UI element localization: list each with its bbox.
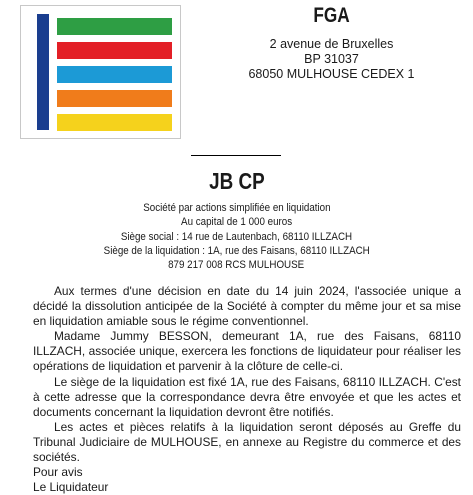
notice-paragraph: Le siège de la liquidation est fixé 1A, rue des Faisans, 68110 ILLZACH. C'est à cette adresse que la correspondance devra être envoyée et que les actes et documents concernant la liquidation devront être notifiés. <box>33 374 461 419</box>
company-header <box>190 4 473 82</box>
meta-liquidation-office: Siège de la liquidation : 1A, rue des Faisans, 68110 ILLZACH <box>103 244 370 257</box>
section-divider <box>191 155 281 156</box>
notice-meta-line <box>0 215 473 229</box>
company-logo <box>20 5 181 139</box>
notice-title <box>0 168 473 194</box>
logo-bar-orange <box>57 90 172 107</box>
notice-title-text: JB CP <box>208 168 265 194</box>
notice-paragraph: Madame Jummy BESSON, demeurant 1A, rue des Faisans, 68110 ILLZACH, associée unique, exercera les fonctions de liquidateur pour réaliser les opérations de liquidation et parvenir à la clôture de celle-ci. <box>33 329 461 374</box>
logo-bar-cyan <box>57 66 172 83</box>
notice-body <box>33 284 461 495</box>
closing-line: Pour avis <box>33 465 83 480</box>
company-address-line: 68050 MULHOUSE CEDEX 1 <box>248 67 415 81</box>
notice-paragraph: Les actes et pièces relatifs à la liquidation seront déposés au Greffe du Tribunal Judiciaire de MULHOUSE, en annexe au Registre du commerce et des sociétés. <box>33 419 461 465</box>
meta-capital: Au capital de 1 000 euros <box>180 216 293 229</box>
company-address-line: 2 avenue de Bruxelles <box>269 37 394 51</box>
company-address <box>190 37 473 82</box>
meta-rcs-number: 879 217 008 RCS MULHOUSE <box>168 259 305 272</box>
notice-meta-line <box>0 201 473 215</box>
meta-registered-office: Siège social : 14 rue de Lautenbach, 68110 ILLZACH <box>120 230 353 243</box>
closing-signature: Le Liquidateur <box>33 480 109 495</box>
notice-paragraph: Aux termes d'une décision en date du 14 juin 2024, l'associée unique a décidé la dissolution anticipée de la Société à compter du même jour et sa mise en liquidation amiable sous le régime conventionnel. <box>33 284 461 329</box>
notice-meta-line <box>0 258 473 272</box>
logo-bar-red <box>57 42 172 59</box>
notice-meta-line <box>0 230 473 244</box>
notice-meta <box>0 201 473 272</box>
company-name: FGA <box>313 4 350 27</box>
logo-blue-bar <box>37 14 49 130</box>
notice-meta-line <box>0 244 473 258</box>
meta-legal-form: Société par actions simplifiée en liquidation <box>142 202 331 214</box>
logo-bar-yellow <box>57 114 172 131</box>
logo-bar-green <box>57 18 172 35</box>
company-address-line: BP 31037 <box>304 52 359 66</box>
